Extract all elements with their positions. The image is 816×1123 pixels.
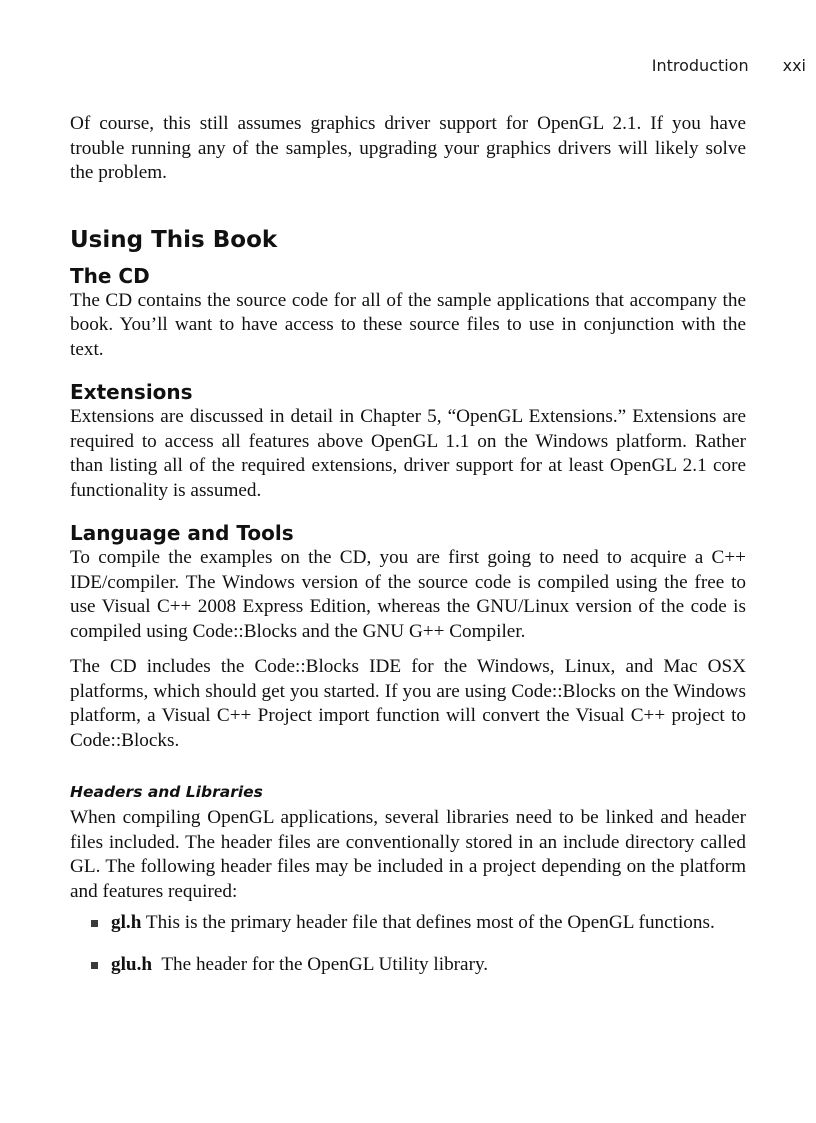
header-file-description: The header for the OpenGL Utility library. <box>161 953 489 975</box>
cd-paragraph: The CD contains the source code for all of the sample applications that accompany the book. You’ll want to have access to these source files to use in conjunction with the text. <box>70 289 746 360</box>
running-head <box>652 56 806 75</box>
header-file-description: This is the primary header file that defines most of the OpenGL functions. <box>145 912 715 933</box>
square-bullet-icon <box>91 920 98 927</box>
intro-paragraph: Of course, this still assumes graphics driver support for OpenGL 2.1. If you have trouble running any of the samples, upgrading your graphics drivers will likely solve the problem. <box>70 113 746 183</box>
page-number: xxi <box>782 56 806 75</box>
language-tools-heading: Language and Tools <box>70 521 294 545</box>
list-item <box>70 953 746 978</box>
headers-libraries-heading: Headers and Libraries <box>70 783 263 801</box>
header-file-name: gl.h <box>111 912 142 933</box>
extensions-heading: Extensions <box>70 380 193 404</box>
extensions-paragraph: Extensions are discussed in detail in Chapter 5, “OpenGL Extensions.” Extensions are required to access all features above OpenGL 1.1 on the Windows platform. Rather than listing all of the required extensions, driver support for at least OpenGL 2.1 core functionality is assumed. <box>70 406 746 501</box>
headers-libraries-paragraph: When compiling OpenGL applications, several libraries need to be linked and header files included. The header files are conventionally stored in an include directory called GL. The following header files may be included in a project depending on the platform and features required: <box>70 807 746 902</box>
language-tools-paragraph: To compile the examples on the CD, you are first going to need to acquire a C++ IDE/compiler. The Windows version of the source code is compiled using the free to use Visual C++ 2008 Express Edition, whereas the GNU/Linux version of the code is compiled using Code::Blocks and the GNU G++ Compiler. <box>70 547 746 642</box>
square-bullet-icon <box>91 962 98 969</box>
language-tools-paragraph: The CD includes the Code::Blocks IDE for the Windows, Linux, and Mac OSX platforms, which should get you started. If you are using Code::Blocks on the Windows platform, a Visual C++ Project import function will convert the Visual C++ project to Code::Blocks. <box>70 656 746 751</box>
section-heading: Using This Book <box>70 226 278 253</box>
header-file-name: glu.h <box>111 953 153 975</box>
section-name: Introduction <box>651 56 749 75</box>
header-file-list <box>70 911 746 977</box>
body-text <box>70 112 746 977</box>
cd-heading: The CD <box>70 263 150 288</box>
list-item <box>70 911 746 936</box>
